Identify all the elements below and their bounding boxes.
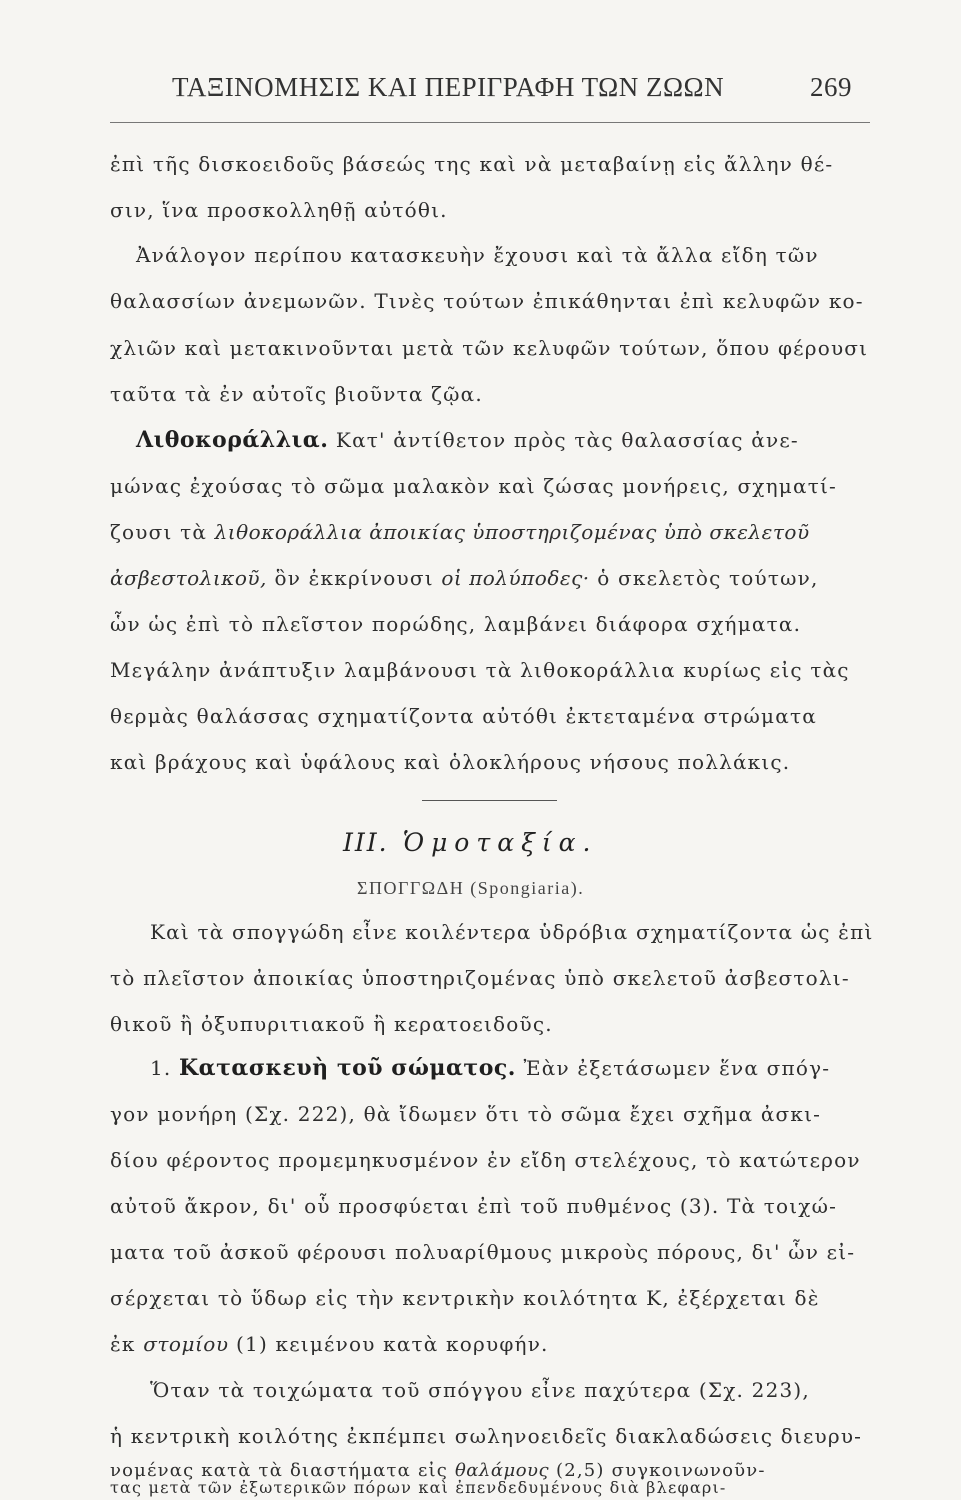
text-span: Κατ' ἀντίθετον πρὸς τὰς θαλασσίας ἀνε- [328, 428, 799, 452]
text-line: ἐπὶ τῆς δισκοειδοῦς βάσεώς της καὶ νὰ μεταβαίνῃ εἰς ἄλλην θέ- [110, 152, 834, 176]
text-line: ὧν ὡς ἐπὶ τὸ πλεῖστον πορώδης, λαμβάνει διάφορα σχήματα. [110, 612, 802, 636]
italic-term: στομίου [143, 1332, 229, 1356]
italic-term: θαλάμους [454, 1460, 550, 1481]
lithocorals-heading: Λιθοκοράλλια. [136, 427, 329, 453]
text-line: θερμὰς θαλάσσας σχηματίζοντα αὐτόθι ἐκτεταμένα στρώματα [110, 704, 817, 728]
text-line: Μεγάλην ἀνάπτυξιν λαμβάνουσι τὰ λιθοκοράλλια κυρίως εἰς τὰς [110, 658, 850, 682]
text-line: σιν, ἵνα προσκολληθῇ αὐτόθι. [110, 198, 448, 222]
text-span: Ἐὰν ἐξετάσωμεν ἕνα σπόγ- [515, 1056, 831, 1080]
paragraph-heading: Κατασκευὴ τοῦ σώματος. [179, 1055, 516, 1081]
text-line: ἡ κεντρικὴ κοιλότης ἐκπέμπει σωληνοειδεῖς διακλαδώσεις διευρυ- [110, 1424, 863, 1448]
text-line: αὐτοῦ ἄκρον, δι' οὗ προσφύεται ἐπὶ τοῦ πυθμένος (3). Τὰ τοιχώ- [110, 1194, 838, 1218]
running-head [172, 72, 852, 103]
text-span: νομένας κατὰ τὰ διαστήματα εἰς [110, 1460, 455, 1481]
text-line: ταῦτα τὰ ἐν αὐτοῖς βιοῦντα ζῷα. [110, 382, 483, 406]
text-line: καὶ βράχους καὶ ὑφάλους καὶ ὁλοκλήρους νήσους πολλάκις. [110, 750, 791, 774]
section-heading [343, 828, 597, 857]
paragraph-number: 1. [150, 1056, 172, 1080]
text-line: μώνας ἐχούσας τὸ σῶμα μαλακὸν καὶ ζώσας μονήρεις, σχηματί- [110, 474, 837, 498]
section-number: III. [343, 828, 389, 857]
text-line: χλιῶν καὶ μετακινοῦνται μετὰ τῶν κελυφῶν τούτων, ὅπου φέρουσι [110, 336, 869, 360]
text-line: θαλασσίων ἀνεμωνῶν. Τινὲς τούτων ἐπικάθηνται ἐπὶ κελυφῶν κο- [110, 289, 864, 313]
paragraph-1-first-line [110, 1054, 910, 1082]
section-subheading: ΣΠΟΓΓΩΔΗ (Spongiaria). [357, 878, 585, 898]
text-span: (2,5) συγκοινωνοῦν- [549, 1460, 766, 1481]
text-line: Καὶ τὰ σπογγώδη εἶνε κοιλέντερα ὑδρόβια σχηματίζοντα ὡς ἐπὶ [150, 920, 874, 944]
text-span: ἐκ [110, 1332, 144, 1356]
header-rule [110, 122, 870, 123]
text-span: ζουσι τὰ [110, 520, 215, 544]
text-span: ὃν ἐκκρίνουσι [266, 566, 442, 590]
section-separator [422, 800, 557, 801]
text-span: (1) κειμένου κατὰ κορυφήν. [228, 1332, 549, 1356]
text-span: ὁ σκελετὸς τούτων, [589, 566, 819, 590]
text-line: ματα τοῦ ἀσκοῦ φέρουσι πολυαρίθμους μικροὺς πόρους, δι' ὧν εἰ- [110, 1240, 856, 1264]
paragraph-lithocorals-first-line [110, 426, 896, 454]
italic-term: ἀσβεστολικοῦ, [110, 566, 267, 590]
text-line: τὸ πλεῖστον ἀποικίας ὑποστηριζομένας ὑπὸ σκελετοῦ ἀσβεστολι- [110, 966, 850, 990]
italic-term: οἱ πολύποδες· [441, 566, 590, 590]
text-line: γον μονήρη (Σχ. 222), θὰ ἴδωμεν ὅτι τὸ σῶμα ἔχει σχῆμα ἀσκι- [110, 1102, 822, 1126]
page-number: 269 [810, 72, 852, 102]
text-line [110, 564, 870, 592]
running-head-title: ΤΑΞΙΝΟΜΗΣΙΣ ΚΑΙ ΠΕΡΙΓΡΑΦΗ ΤΩΝ ΖΩΩΝ [172, 72, 725, 102]
text-line: δίου φέροντος προμεμηκυσμένον ἐν εἴδη στελέχους, τὸ κατώτερον [110, 1148, 861, 1172]
section-title: Ὁμοταξία. [402, 828, 598, 857]
text-line: σέρχεται τὸ ὕδωρ εἰς τὴν κεντρικὴν κοιλότητα Κ, ἐξέρχεται δὲ [110, 1286, 820, 1310]
italic-term: λιθοκοράλλια ἀποικίας ὑποστηριζομένας ὑπὸ σκελετοῦ [214, 520, 810, 544]
text-line [110, 518, 870, 546]
text-line [110, 1330, 870, 1358]
text-line: τας μετὰ τῶν ἐξωτερικῶν πόρων καὶ ἐπενδεδυμένους διὰ βλεφαρι- [110, 1478, 727, 1497]
text-line: Ὅταν τὰ τοιχώματα τοῦ σπόγγου εἶνε παχύτερα (Σχ. 223), [150, 1378, 810, 1402]
text-line: θικοῦ ἢ ὀξυπυριτιακοῦ ἢ κερατοειδοῦς. [110, 1012, 553, 1036]
text-line: Ἀνάλογον περίπου κατασκευὴν ἔχουσι καὶ τὰ ἄλλα εἴδη τῶν [136, 243, 819, 267]
